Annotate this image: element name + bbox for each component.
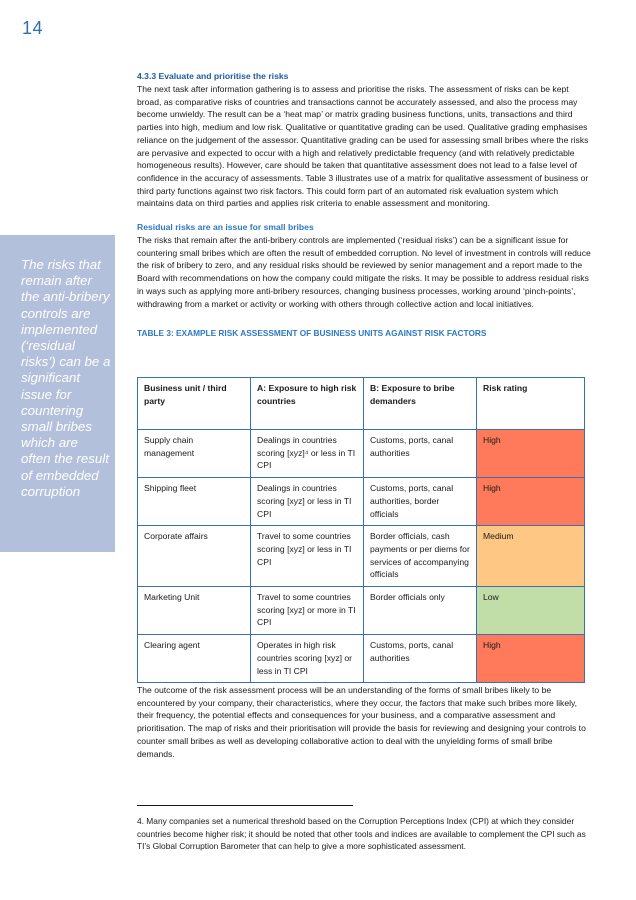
residual-heading: Residual risks are an issue for small bribes bbox=[137, 222, 314, 233]
table-row bbox=[138, 635, 585, 683]
cell-risk-rating: High bbox=[477, 430, 585, 478]
header-risk-rating: Risk rating bbox=[477, 378, 585, 430]
table-row bbox=[138, 430, 585, 478]
section-paragraph: The next task after information gathering is to assess and prioritise the risks. The assessment of risks can be kept broad, as comparative risks of countries and transactions cannot be accurately assessed, and also the process may become unwieldy. The result can be a ‘heat map’ or matrix grading business functions, units, transactions and third parties into high, medium and low risk. Qualitative or quantitative grading can be used. Qualitative grading emphasises reliance on the judgement of the assessor. Quantitative grading can be used for assessing small bribes where the risks are pervasive and expected to occur with a high and relatively predictable frequency (and with relatively predictable homogeneous results). However, care should be taken that quantitative assessment does not lead to a false level of confidence in the accuracy of assessments. Table 3 illustrates use of a matrix for qualitative assessment of business or third party functions against two risk factors. This could form part of an automated risk evaluation system which maintains data on third parties and applies risk criteria to enable assessment and monitoring. bbox=[137, 84, 589, 209]
residual-paragraph: The risks that remain after the anti-bribery controls are implemented (‘residual risks’) can be a significant issue for countering small bribes which are often the result of embedded corruption. No level of investment in controls will reduce the risk of bribery to zero, and any residual risks should be reviewed by senior management and a report made to the Board with recommendations on how the company could mitigate the risks. It may be possible to address residual risks in ways such as applying more anti-bribery resources, changing business processes, working around ‘pinch-points’, withdrawing from a market or activity or working with others through collective action and local initiatives. bbox=[137, 235, 591, 309]
conclusion-paragraph: The outcome of the risk assessment process will be an understanding of the forms of small bribes likely to be encountered by your company, their characteristics, where they occur, the factors that make such bribes more likely, their frequency, the potential effects and consequences for your business, and a comparative assessment and prioritisation. The map of risks and their prioritisation will provide the basis for reviewing and designing your controls to counter small bribes as well as developing collaborative action to deal with the unyielding forms of small bribe demands. bbox=[137, 685, 586, 759]
section-heading: 4.3.3 Evaluate and prioritise the risks bbox=[137, 71, 289, 81]
cell-exposure-b: Customs, ports, canal authorities bbox=[364, 635, 477, 683]
header-exposure-a: A: Exposure to high risk countries bbox=[251, 378, 364, 430]
footnote-divider bbox=[137, 805, 353, 806]
cell-exposure-a: Travel to some countries scoring [xyz] or less in TI CPI bbox=[251, 526, 364, 587]
main-content bbox=[137, 70, 592, 339]
cell-unit: Corporate affairs bbox=[138, 526, 251, 587]
page-number: 14 bbox=[22, 18, 44, 38]
cell-exposure-a: Travel to some countries scoring [xyz] or more in TI CPI bbox=[251, 587, 364, 635]
table-row bbox=[138, 587, 585, 635]
cell-exposure-a: Operates in high risk countries scoring [xyz] or less in TI CPI bbox=[251, 635, 364, 683]
header-exposure-b: B: Exposure to bribe demanders bbox=[364, 378, 477, 430]
risk-assessment-table bbox=[137, 377, 585, 683]
table-header-row bbox=[138, 378, 585, 430]
cell-risk-rating: Medium bbox=[477, 526, 585, 587]
cell-exposure-b: Customs, ports, canal authorities, border officials bbox=[364, 478, 477, 526]
cell-risk-rating: High bbox=[477, 478, 585, 526]
cell-exposure-b: Border officials, cash payments or per diems for services of accompanying officials bbox=[364, 526, 477, 587]
footnote: 4. Many companies set a numerical threshold based on the Corruption Perceptions Index (CPI) at which they consider countries become higher risk; it should be noted that other tools and indices are available to complement the CPI such as TI’s Global Corruption Barometer that can help to give a more sophisticated assessment. bbox=[137, 816, 586, 852]
cell-risk-rating: High bbox=[477, 635, 585, 683]
pullquote-box bbox=[0, 235, 115, 552]
cell-unit: Clearing agent bbox=[138, 635, 251, 683]
cell-exposure-b: Border officials only bbox=[364, 587, 477, 635]
cell-risk-rating: Low bbox=[477, 587, 585, 635]
table-row bbox=[138, 478, 585, 526]
table-title: TABLE 3: EXAMPLE RISK ASSESSMENT OF BUSINESS UNITS AGAINST RISK FACTORS bbox=[137, 328, 487, 339]
cell-unit: Marketing Unit bbox=[138, 587, 251, 635]
cell-unit: Supply chain management bbox=[138, 430, 251, 478]
table-row bbox=[138, 526, 585, 587]
cell-exposure-a: Dealings in countries scoring [xyz]⁴ or less in TI CPI bbox=[251, 430, 364, 478]
cell-exposure-a: Dealings in countries scoring [xyz] or less in TI CPI bbox=[251, 478, 364, 526]
header-business-unit: Business unit / third party bbox=[138, 378, 251, 430]
cell-exposure-b: Customs, ports, canal authorities bbox=[364, 430, 477, 478]
cell-unit: Shipping fleet bbox=[138, 478, 251, 526]
pullquote-text: The risks that remain after the anti-bribery controls are implemented (‘residual risks’) can be a significant issue for countering small bribes which are often the result of embedded corruption bbox=[21, 257, 111, 499]
